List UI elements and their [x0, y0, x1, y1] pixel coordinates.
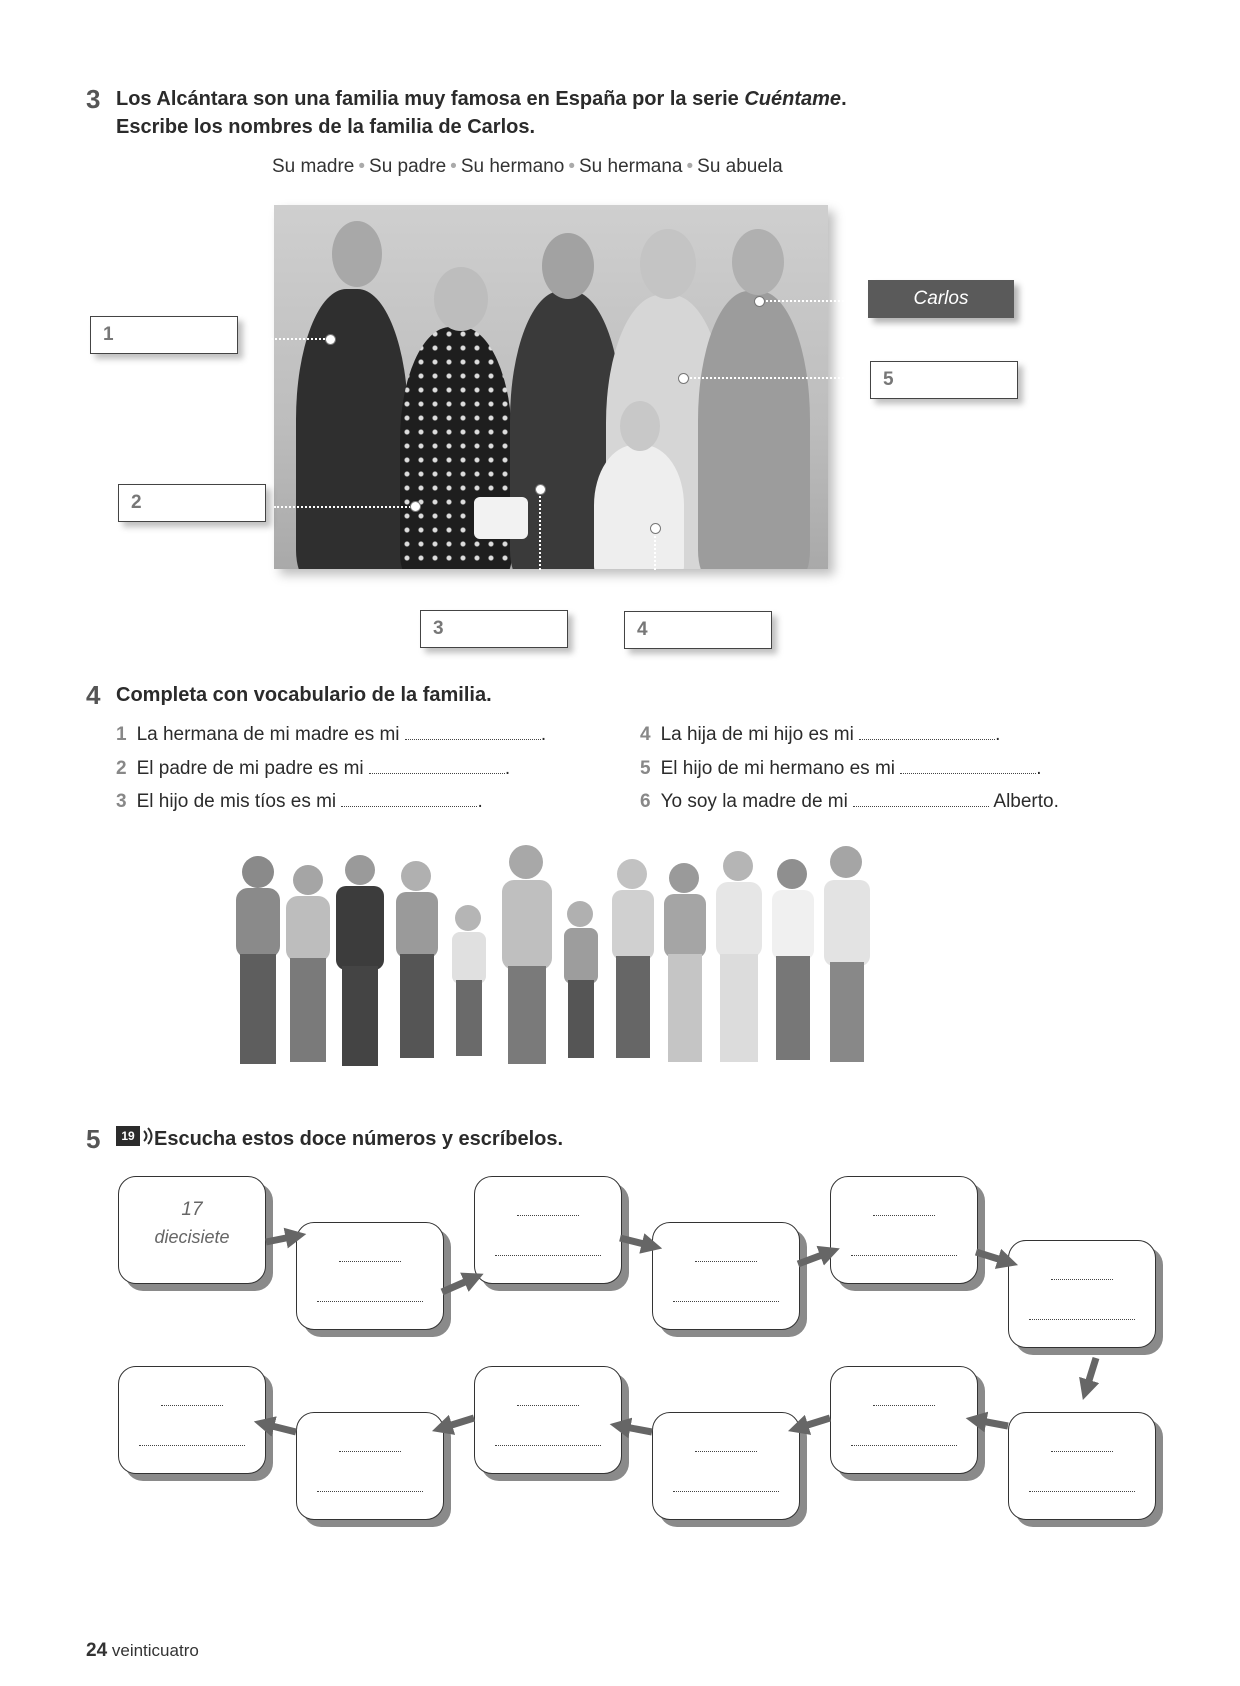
arrow-right-icon	[442, 1278, 474, 1292]
word-blank[interactable]	[1029, 1319, 1135, 1320]
page-footer	[86, 1640, 199, 1662]
arrow-down-icon	[1086, 1358, 1096, 1390]
number-blank[interactable]	[1051, 1451, 1113, 1452]
item-number: 3	[116, 791, 127, 812]
number-box-11[interactable]	[296, 1412, 444, 1520]
fill-item-6	[640, 791, 1059, 813]
word-blank[interactable]	[851, 1445, 957, 1446]
leader-dot-3	[535, 484, 546, 495]
answer-blank[interactable]	[405, 725, 541, 740]
word-bank-item: Su madre	[272, 156, 355, 177]
fill-item-5	[640, 758, 1042, 780]
number-box-4[interactable]	[652, 1222, 800, 1330]
item-text: La hija de mi hijo es mi	[660, 724, 854, 745]
word-bank: Su madre • Su padre • Su hermano • Su hermana • Su abuela	[272, 156, 783, 177]
example-word: diecisiete	[154, 1227, 230, 1247]
leader-dot-carlos	[754, 296, 765, 307]
leader-line-5	[682, 377, 872, 379]
exercise-3-line1-prefix: Los Alcántara son una familia muy famosa en España por la serie	[116, 88, 745, 110]
leader-dot-2	[410, 501, 421, 512]
number-blank[interactable]	[695, 1261, 757, 1262]
item-text: El hijo de mis tíos es mi	[136, 791, 337, 812]
number-box-7[interactable]	[1008, 1412, 1156, 1520]
answer-box-label: 1	[103, 324, 114, 345]
item-end: .	[477, 791, 483, 812]
arrow-right-icon	[266, 1236, 296, 1242]
item-number: 1	[116, 724, 127, 745]
item-text: Yo soy la madre de mi	[660, 791, 848, 812]
item-number: 6	[640, 791, 651, 812]
page-number: 24	[86, 1640, 108, 1661]
leader-dot-5	[678, 373, 689, 384]
exercise-3-instruction	[116, 88, 847, 111]
exercise-3-line1-suffix: .	[841, 88, 847, 110]
family-photo	[274, 205, 828, 569]
arrow-left-icon	[442, 1418, 474, 1428]
number-box-8[interactable]	[830, 1366, 978, 1474]
person-sister	[594, 445, 684, 569]
word-bank-item: Su hermana	[578, 156, 683, 177]
answer-blank[interactable]	[853, 792, 989, 807]
item-number: 5	[640, 758, 651, 779]
handbag	[474, 497, 528, 539]
number-box-example	[118, 1176, 266, 1284]
arrow-left-icon	[620, 1426, 652, 1432]
example-number: 17	[181, 1199, 203, 1220]
leader-line-carlos	[758, 300, 868, 302]
number-blank[interactable]	[339, 1261, 401, 1262]
answer-blank[interactable]	[341, 792, 477, 807]
answer-blank[interactable]	[900, 759, 1036, 774]
leader-line-3	[539, 488, 541, 570]
answer-box-label: 3	[433, 618, 444, 639]
item-end: .	[540, 724, 547, 745]
person-head	[620, 401, 660, 451]
number-box-12[interactable]	[118, 1366, 266, 1474]
arrow-left-icon	[264, 1424, 296, 1432]
item-end: .	[995, 724, 1001, 745]
number-box-2[interactable]	[296, 1222, 444, 1330]
number-blank[interactable]	[873, 1215, 935, 1216]
person-head	[332, 221, 382, 287]
answer-box-label: 5	[883, 369, 894, 390]
item-text: La hermana de mi madre es mi	[136, 724, 400, 745]
group-photo	[220, 840, 910, 1090]
fill-item-3	[116, 791, 483, 813]
number-box-9[interactable]	[652, 1412, 800, 1520]
leader-line-1	[236, 338, 328, 340]
person-head	[732, 229, 784, 295]
exercise-4-number: 4	[86, 680, 101, 710]
answer-box-2[interactable]	[118, 484, 266, 522]
number-box-5[interactable]	[830, 1176, 978, 1284]
item-text: El hijo de mi hermano es mi	[660, 758, 896, 779]
answer-box-3[interactable]	[420, 610, 568, 648]
person-brother	[296, 289, 408, 569]
series-title: Cuéntame	[744, 88, 842, 110]
fill-item-2	[116, 758, 510, 780]
word-blank[interactable]	[495, 1445, 601, 1446]
carlos-label: Carlos	[868, 280, 1014, 318]
word-blank[interactable]	[851, 1255, 957, 1256]
person-head	[640, 229, 696, 299]
number-blank[interactable]	[873, 1405, 935, 1406]
word-blank[interactable]	[495, 1255, 601, 1256]
number-blank[interactable]	[1051, 1279, 1113, 1280]
group-people	[236, 845, 870, 1066]
word-blank[interactable]	[317, 1491, 423, 1492]
number-blank[interactable]	[517, 1215, 579, 1216]
word-bank-item: Su hermano	[460, 156, 565, 177]
answer-blank[interactable]	[369, 759, 505, 774]
fill-item-4	[640, 724, 1000, 746]
answer-box-1[interactable]	[90, 316, 238, 354]
word-bank-item: Su abuela	[697, 156, 783, 177]
arrow-left-icon	[976, 1420, 1008, 1426]
number-box-10[interactable]	[474, 1366, 622, 1474]
item-number: 4	[640, 724, 651, 745]
exercise-5-title: Escucha estos doce números y escríbelos.	[154, 1128, 564, 1150]
exercise-5-number: 5	[86, 1124, 101, 1154]
item-end: Alberto.	[993, 791, 1059, 812]
number-box-3[interactable]	[474, 1176, 622, 1284]
answer-box-4[interactable]	[624, 611, 772, 649]
exercise-4-title: Completa con vocabulario de la familia.	[116, 684, 492, 706]
exercise-3-number: 3	[86, 84, 101, 114]
person-head	[434, 267, 488, 331]
item-number: 2	[116, 758, 127, 779]
word-blank[interactable]	[673, 1491, 779, 1492]
arrow-left-icon	[798, 1418, 830, 1428]
word-blank[interactable]	[673, 1301, 779, 1302]
answer-box-5[interactable]	[870, 361, 1018, 399]
answer-box-label: 4	[637, 619, 648, 640]
number-blank[interactable]	[695, 1451, 757, 1452]
person-head	[542, 233, 594, 299]
word-bank-item: Su padre	[369, 156, 447, 177]
leader-line-2	[274, 506, 414, 508]
number-blank[interactable]	[161, 1405, 223, 1406]
word-blank[interactable]	[139, 1445, 245, 1446]
number-box-6[interactable]	[1008, 1240, 1156, 1348]
item-text: El padre de mi padre es mi	[136, 758, 364, 779]
person-carlos	[698, 291, 810, 569]
arrow-right-icon	[976, 1252, 1008, 1262]
item-end: .	[1036, 758, 1042, 779]
answer-blank[interactable]	[859, 725, 995, 740]
audio-track-icon[interactable]: 19	[116, 1126, 140, 1146]
leader-dot-1	[325, 334, 336, 345]
arrow-right-icon	[620, 1238, 652, 1246]
leader-dot-4	[650, 523, 661, 534]
exercise-3-line2: Escribe los nombres de la familia de Carlos.	[116, 116, 536, 138]
answer-box-label: 2	[131, 492, 142, 513]
number-blank[interactable]	[517, 1405, 579, 1406]
word-blank[interactable]	[317, 1301, 423, 1302]
page-number-word: veinticuatro	[111, 1641, 199, 1660]
fill-item-1	[116, 724, 546, 746]
number-blank[interactable]	[339, 1451, 401, 1452]
word-blank[interactable]	[1029, 1491, 1135, 1492]
arrow-right-icon	[798, 1252, 830, 1264]
item-end: .	[504, 758, 511, 779]
